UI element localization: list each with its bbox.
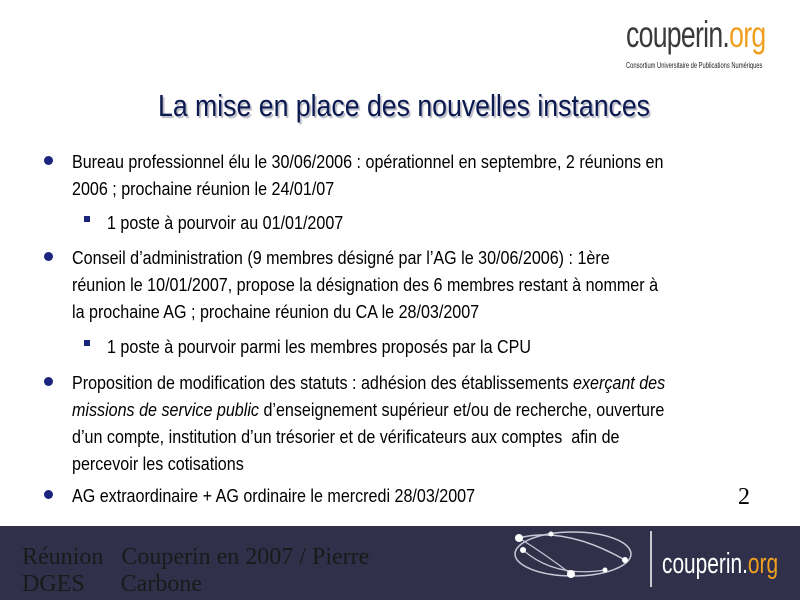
logo-wordmark [626, 14, 765, 56]
bullet-3-line-1-plain: Proposition de modification des statuts : adhésion des établissements [72, 372, 574, 393]
bullet-2-line-2: réunion le 10/01/2007, propose la désignation des 6 membres restant à nommer à [72, 274, 659, 295]
bullet-dot-icon [44, 377, 53, 386]
logo-word-orange: org [729, 14, 766, 55]
bullet-item-1 [72, 148, 672, 202]
footer-line-2: DGES Carbone [22, 571, 202, 597]
sub-bullet-2: 1 poste à pourvoir parmi les membres proposés par la CPU [107, 336, 532, 357]
bullet-3-line-3: d’un compte, institution d’un trésorier et de vérificateurs aux comptes afin de [72, 426, 620, 447]
footer-logo-dark: couperin. [662, 548, 748, 580]
slide-title: La mise en place des nouvelles instances [157, 88, 651, 123]
sub-bullet-1: 1 poste à pourvoir au 01/01/2007 [107, 212, 344, 233]
network-graphic-icon [505, 526, 645, 586]
footer-separator [650, 531, 652, 587]
logo-tagline: Consortium Universitaire de Publications Numériques [626, 61, 763, 70]
footer-line-1: Réunion Couperin en 2007 / Pierre [22, 544, 370, 570]
bullet-item-2 [72, 244, 672, 325]
footer-caption [22, 544, 369, 598]
page-number: 2 [738, 484, 750, 510]
bullet-item-4 [72, 482, 672, 509]
couperin-logo [626, 14, 786, 72]
bullet-1-line-1: Bureau professionnel élu le 30/06/2006 : opérationnel en septembre, 2 réunions en [72, 151, 664, 172]
footer-logo-orange: org [747, 548, 779, 580]
logo-word-dark: couperin. [626, 14, 730, 55]
bullet-3-line-2-italic: missions de service public [72, 399, 259, 420]
bullet-3-line-1 [72, 369, 672, 396]
bullet-dot-icon [44, 490, 53, 499]
bullet-dot-icon [44, 252, 53, 261]
sub-bullet-square-icon [84, 340, 90, 346]
bullet-1-line-2: 2006 ; prochaine réunion le 24/01/07 [72, 178, 335, 199]
bullet-3-line-4: percevoir les cotisations [72, 453, 244, 474]
bullet-2-line-1: Conseil d’administration (9 membres désigné par l’AG le 30/06/2006) : 1ère [72, 247, 610, 268]
bullet-3-line-2 [72, 396, 672, 423]
bullet-3-line-1-italic: exerçant des [573, 372, 666, 393]
bullet-4-line-1: AG extraordinaire + AG ordinaire le mercredi 28/03/2007 [72, 485, 476, 506]
footer-logo [662, 548, 778, 581]
bullet-2-line-3: la prochaine AG ; prochaine réunion du CA le 28/03/2007 [72, 301, 480, 322]
bullet-dot-icon [44, 156, 53, 165]
bullet-item-3 [72, 369, 672, 477]
sub-bullet-square-icon [84, 216, 90, 222]
bullet-3-line-2-plain: d’enseignement supérieur et/ou de recherche, ouverture [258, 399, 665, 420]
